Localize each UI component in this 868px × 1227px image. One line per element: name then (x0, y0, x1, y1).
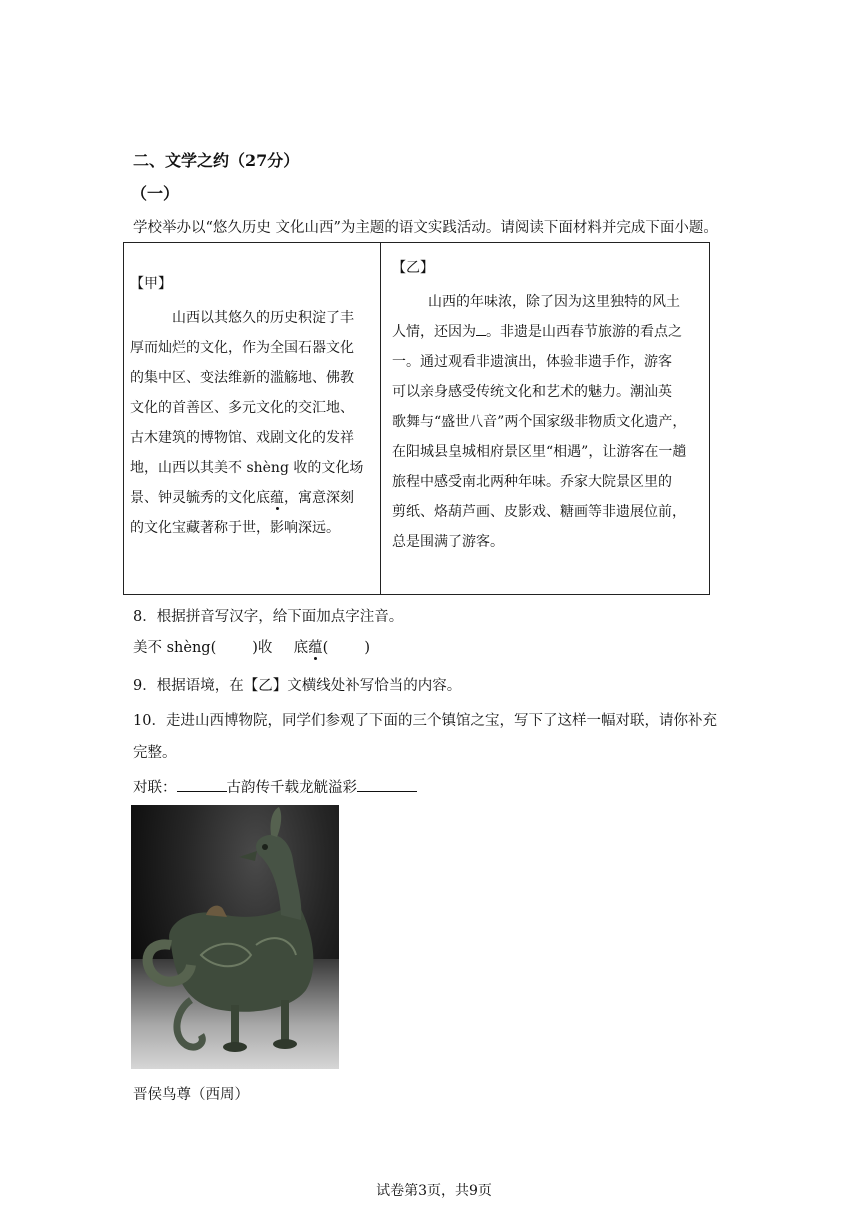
jia-label: 【甲】 (130, 276, 172, 292)
yi-line-5: 歌舞与“盛世八音”两个国家级非物质文化遗产， (392, 414, 687, 430)
question-9: 9．根据语境，在【乙】文横线处补写恰当的内容。 (133, 678, 462, 694)
jia-passage (130, 303, 375, 543)
jia-line-7: 景、钟灵毓秀的文化底蕴，寓意深刻 (130, 490, 354, 506)
yi-line-7: 旅程中感受南北两种年味。乔家大院景区里的 (392, 474, 672, 490)
yi-line-2: 人情，还因为 。非遗是山西春节旅游的看点之 (392, 317, 707, 347)
jia-line-6: 地，山西以其美不 shèng 收的文化场 (130, 460, 364, 476)
q8-item-a: 美不 shèng( )收 (133, 640, 273, 656)
yi-line-8: 剪纸、烙葫芦画、皮影戏、糖画等非遗展位前， (392, 504, 686, 520)
question-10-line-1: 10．走进山西博物院，同学们参观了下面的三个镇馆之宝，写下了这样一幅对联，请你补充 (133, 713, 717, 729)
table-divider (380, 243, 381, 594)
section-title: 二、文学之约（27分） (133, 151, 300, 170)
jia-line-2: 厚而灿烂的文化，作为全国石器文化 (130, 340, 354, 356)
question-10-line-2: 完整。 (133, 745, 177, 761)
question-8: 8．根据拼音写汉字，给下面加点字注音。 (133, 609, 404, 625)
image-caption: 晋侯鸟尊（西周） (133, 1087, 249, 1103)
materials-table (123, 242, 710, 595)
q8-item-b: 底蕴( ) (293, 640, 370, 656)
bronze-bird-vessel-icon (131, 805, 339, 1069)
couplet-blank-right (357, 777, 417, 792)
yi-blank (476, 321, 486, 336)
bronze-bird-vessel-photo (131, 805, 339, 1069)
yi-passage (392, 287, 707, 557)
yi-line-6: 在阳城县皇城相府景区里“相遇”，让游客在一趟 (392, 444, 687, 460)
jia-line-8: 的文化宝藏著称于世，影响深远。 (130, 520, 340, 536)
yi-line-1: 山西的年味浓，除了因为这里独特的风土 (428, 294, 680, 310)
subsection-title: （一） (131, 184, 180, 203)
couplet: 对联： 古韵传千载龙觥溢彩 (133, 776, 417, 797)
yi-line-9: 总是围满了游客。 (392, 534, 504, 550)
couplet-blank-left (177, 777, 227, 792)
jia-line-5: 古木建筑的博物馆、戏剧文化的发祥 (130, 430, 354, 446)
dotted-char: 蕴 (308, 640, 323, 656)
dotted-char: 蕴 (270, 490, 284, 506)
yi-line-3: 一。通过观看非遗演出，体验非遗手作，游客 (392, 354, 672, 370)
question-8-items (133, 636, 370, 657)
yi-line-4: 可以亲身感受传统文化和艺术的魅力。潮汕英 (392, 384, 672, 400)
jia-line-3: 的集中区、变法维新的滥觞地、佛教 (130, 370, 354, 386)
jia-line-1: 山西以其悠久的历史积淀了丰 (172, 310, 354, 326)
yi-label: 【乙】 (392, 260, 434, 276)
page-number: 试卷第3页，共9页 (376, 1183, 492, 1199)
intro-text: 学校举办以“悠久历史 文化山西”为主题的语文实践活动。请阅读下面材料并完成下面小题。 (133, 220, 718, 236)
jia-line-4: 文化的首善区、多元文化的交汇地、 (130, 400, 354, 416)
